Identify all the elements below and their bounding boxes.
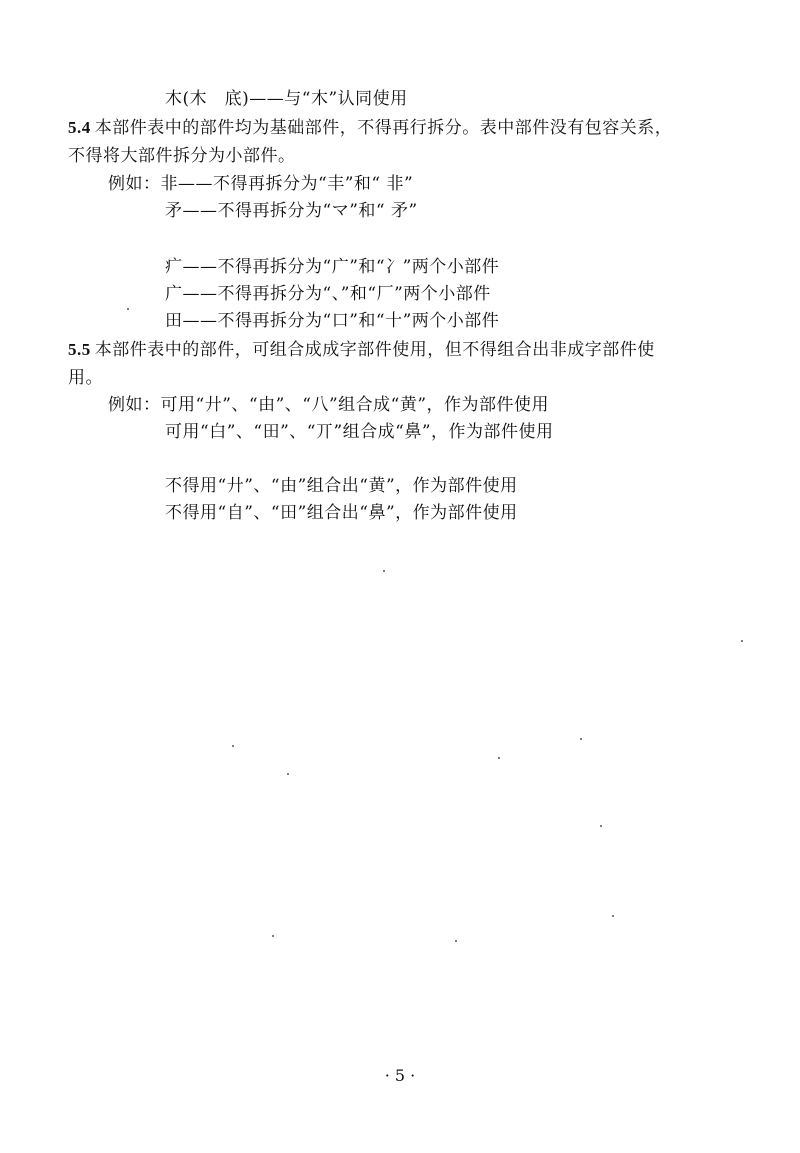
section-5-5 <box>68 337 655 363</box>
scan-speck <box>272 935 274 937</box>
scan-speck <box>455 940 457 942</box>
scan-speck <box>498 757 500 759</box>
example-forbidden-huang: 不得用“廾”、“由”组合出“黄”，作为部件使用 <box>165 476 518 496</box>
example-mao: 矛——不得再拆分为“マ”和“ 矛” <box>165 201 418 221</box>
example-allowed-huang: 例如：可用“廾”、“由”、“八”组合成“黄”，作为部件使用 <box>108 395 550 415</box>
scan-speck <box>600 825 602 827</box>
section-5-4 <box>68 115 672 141</box>
section-number: 5.5 <box>68 340 91 359</box>
page-number: · 5 · <box>384 1066 416 1085</box>
scan-speck <box>287 773 289 775</box>
scan-speck <box>383 570 385 572</box>
scan-speck <box>127 308 129 310</box>
scan-speck <box>580 738 582 740</box>
scan-speck <box>232 745 234 747</box>
example-guang: 广——不得再拆分为“、”和“厂”两个小部件 <box>165 284 491 304</box>
section-5-4-continued: 不得将大部件拆分为小部件。 <box>68 146 296 166</box>
scan-speck <box>612 915 614 917</box>
example-tian: 田——不得再拆分为“口”和“十”两个小部件 <box>165 311 500 331</box>
section-text: 本部件表中的部件，可组合成成字部件使用，但不得组合出非成字部件使 <box>94 340 655 360</box>
example-ne: 疒——不得再拆分为“广”和“冫”两个小部件 <box>165 257 500 277</box>
scan-speck <box>741 640 743 642</box>
rule-line-mu: 木(木 底)——与“木”认同使用 <box>165 89 408 109</box>
section-5-5-continued: 用。 <box>68 368 103 388</box>
section-text: 本部件表中的部件均为基础部件，不得再行拆分。表中部件没有包容关系， <box>94 118 673 138</box>
section-number: 5.4 <box>68 118 91 137</box>
example-forbidden-bi: 不得用“自”、“田”组合出“鼻”，作为部件使用 <box>165 503 518 523</box>
example-allowed-bi: 可用“白”、“田”、“丌”组合成“鼻”，作为部件使用 <box>165 422 554 442</box>
example-fei: 例如：非——不得再拆分为“丰”和“ 非” <box>108 174 414 194</box>
